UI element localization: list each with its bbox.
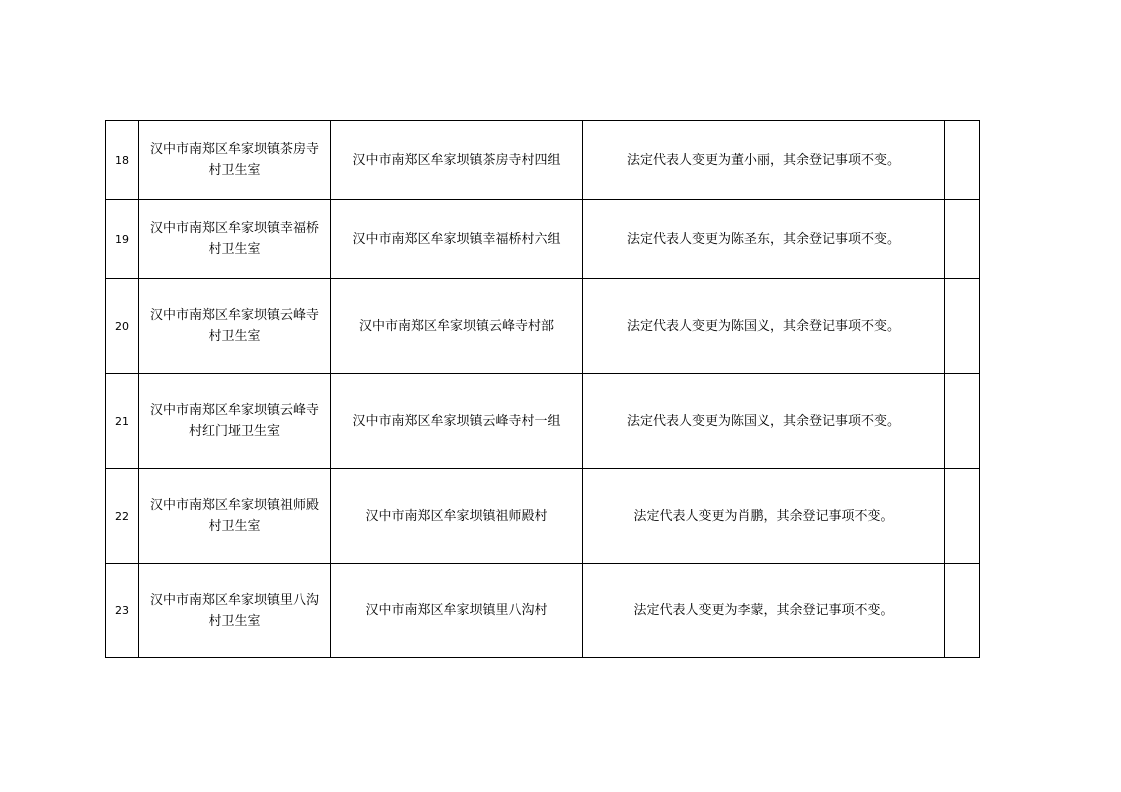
clinic-address: 汉中市南郑区牟家坝镇云峰寺村一组 bbox=[331, 374, 583, 469]
note-cell bbox=[945, 279, 980, 374]
change-description: 法定代表人变更为李蒙，其余登记事项不变。 bbox=[583, 564, 945, 658]
change-description: 法定代表人变更为肖鹏，其余登记事项不变。 bbox=[583, 469, 945, 564]
clinic-name-cell bbox=[139, 469, 331, 564]
row-number: 21 bbox=[106, 374, 139, 469]
clinic-name-cell bbox=[139, 200, 331, 279]
clinic-name: 汉中市南郑区牟家坝镇云峰寺村卫生室 bbox=[149, 308, 319, 344]
change-description: 法定代表人变更为董小丽，其余登记事项不变。 bbox=[583, 121, 945, 200]
row-number: 22 bbox=[106, 469, 139, 564]
table-row bbox=[106, 374, 980, 469]
clinic-name-cell bbox=[139, 564, 331, 658]
row-number: 19 bbox=[106, 200, 139, 279]
clinic-name-cell bbox=[139, 279, 331, 374]
clinic-name: 汉中市南郑区牟家坝镇祖师殿村卫生室 bbox=[149, 498, 319, 534]
registration-change-table bbox=[105, 120, 980, 658]
note-cell bbox=[945, 121, 980, 200]
clinic-name: 汉中市南郑区牟家坝镇里八沟村卫生室 bbox=[149, 592, 319, 629]
table-row bbox=[106, 279, 980, 374]
clinic-address: 汉中市南郑区牟家坝镇里八沟村 bbox=[331, 564, 583, 658]
change-description: 法定代表人变更为陈国义，其余登记事项不变。 bbox=[583, 374, 945, 469]
clinic-name: 汉中市南郑区牟家坝镇茶房寺村卫生室 bbox=[149, 142, 319, 178]
row-number: 20 bbox=[106, 279, 139, 374]
note-cell bbox=[945, 374, 980, 469]
clinic-name-cell bbox=[139, 374, 331, 469]
clinic-address: 汉中市南郑区牟家坝镇祖师殿村 bbox=[331, 469, 583, 564]
note-cell bbox=[945, 564, 980, 658]
table-row bbox=[106, 121, 980, 200]
change-description: 法定代表人变更为陈圣东，其余登记事项不变。 bbox=[583, 200, 945, 279]
clinic-address: 汉中市南郑区牟家坝镇幸福桥村六组 bbox=[331, 200, 583, 279]
table-row bbox=[106, 200, 980, 279]
note-cell bbox=[945, 200, 980, 279]
clinic-address: 汉中市南郑区牟家坝镇茶房寺村四组 bbox=[331, 121, 583, 200]
row-number: 18 bbox=[106, 121, 139, 200]
clinic-name-cell bbox=[139, 121, 331, 200]
clinic-address: 汉中市南郑区牟家坝镇云峰寺村部 bbox=[331, 279, 583, 374]
change-description: 法定代表人变更为陈国义，其余登记事项不变。 bbox=[583, 279, 945, 374]
row-number: 23 bbox=[106, 564, 139, 658]
table-row bbox=[106, 564, 980, 658]
table-row bbox=[106, 469, 980, 564]
clinic-name: 汉中市南郑区牟家坝镇幸福桥村卫生室 bbox=[149, 221, 319, 257]
note-cell bbox=[945, 469, 980, 564]
clinic-name: 汉中市南郑区牟家坝镇云峰寺村红门垭卫生室 bbox=[149, 403, 319, 439]
